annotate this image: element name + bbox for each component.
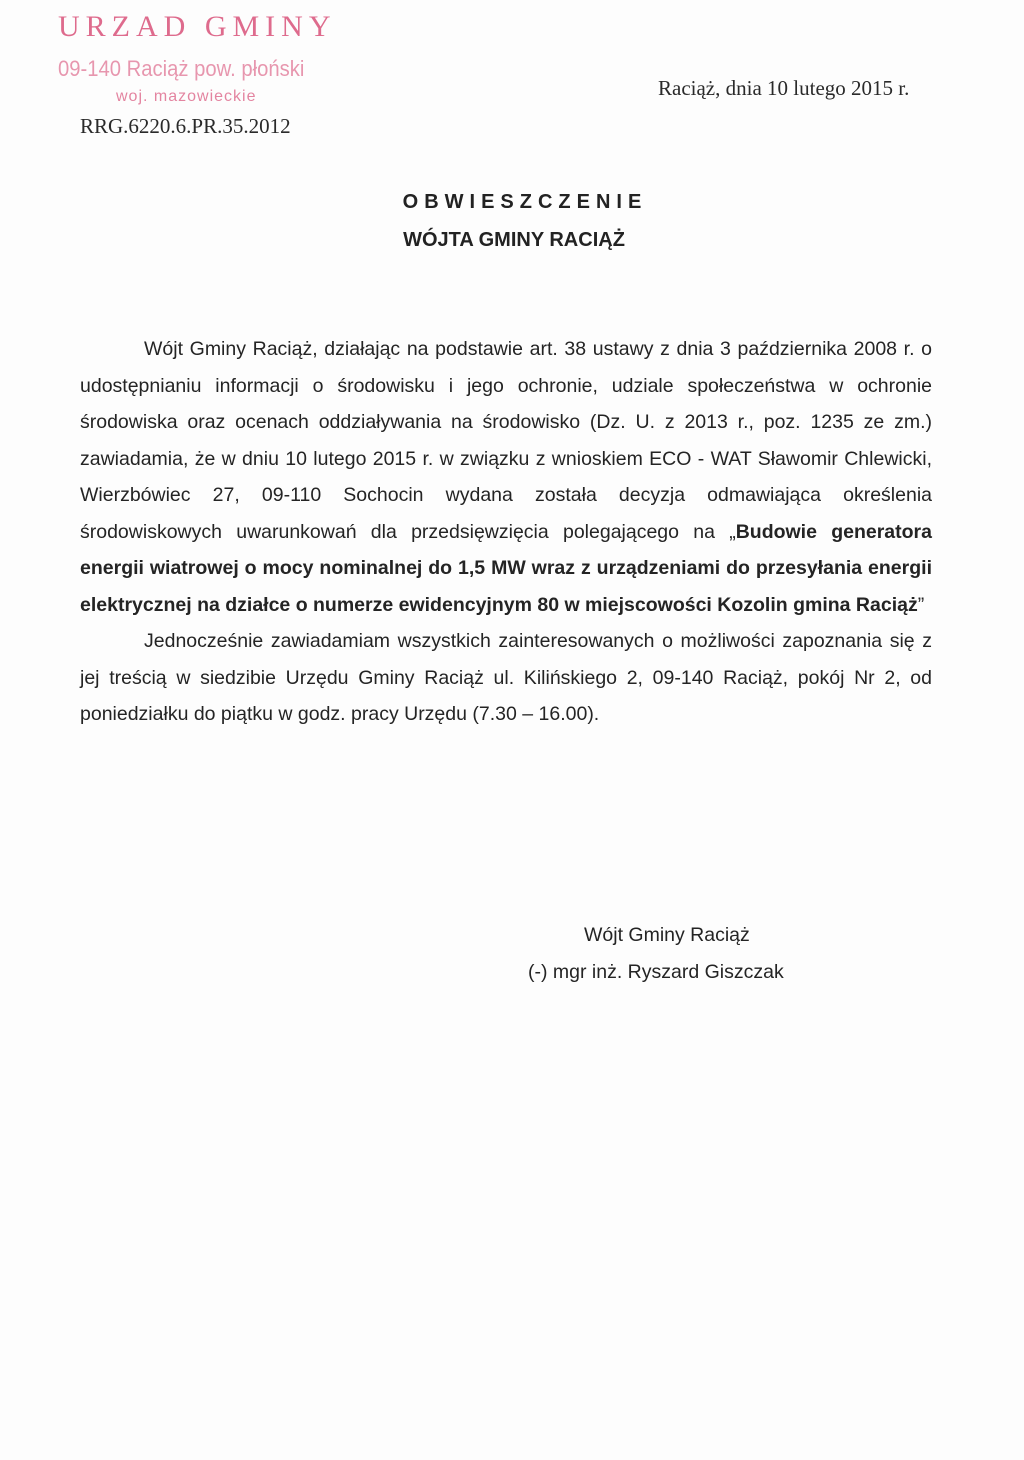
reference-number: RRG.6220.6.PR.35.2012 xyxy=(80,114,291,138)
signature-name: (-) mgr inż. Ryszard Giszczak xyxy=(528,960,784,983)
notice-body xyxy=(80,331,932,733)
paragraph-decision-intro: Wójt Gminy Raciąż, działając na podstawie art. 38 ustawy z dnia 3 października 2008 r. o udostępnianiu informacji o środowisku i jego ochronie, udziale społeczeństwa w ochronie środowiska oraz ocenach oddziaływania na środowisko (Dz. U. z 2013 r., poz. 1235 ze zm.) zawiadamia, że w dniu 10 lutego 2015 r. w związku z wnioskiem ECO - WAT Sławomir Chlewicki, Wierzbówiec 27, 09-110 Sochocin wydana została decyzja odmawiająca określenia środowiskowych uwarunkowań dla przedsięwzięcia polegającego na „ xyxy=(80,338,932,543)
notice-title xyxy=(0,190,1024,252)
title-issuer: WÓJTA GMINY RACIĄŻ xyxy=(403,229,625,251)
place-and-date: Raciąż, dnia 10 lutego 2015 r. xyxy=(658,76,910,100)
title-notice: OBWIESZCZENIE xyxy=(402,191,648,213)
signature-block xyxy=(528,917,784,990)
signature-title: Wójt Gminy Raciąż xyxy=(584,924,750,946)
paragraph-access-info: Jednocześnie zawiadamiam wszystkich zainteresowanych o możliwości zapoznania się z jej treścią w siedzibie Urzędu Gminy Raciąż ul. Kilińskiego 2, 09-140 Raciąż, pokój Nr 2, od poniedziałku do piątku w godz. pracy Urzędu (7.30 – 16.00). xyxy=(80,630,932,725)
stamp-office-name: URZAD GMINY xyxy=(58,10,337,43)
stamp-address: 09-140 Raciąż pow. płoński xyxy=(58,56,305,81)
closing-quote: ” xyxy=(917,593,925,616)
paragraph-decision xyxy=(80,331,932,623)
stamp-voivodeship: woj. mazowieckie xyxy=(116,88,257,105)
project-name: Budowie generatora energii wiatrowej o mocy nominalnej do 1,5 MW wraz z urządzeniami do przesyłania energii elektrycznej na działce o numerze ewidencyjnym 80 w miejscowości Kozolin gmina Raciąż xyxy=(80,520,932,616)
